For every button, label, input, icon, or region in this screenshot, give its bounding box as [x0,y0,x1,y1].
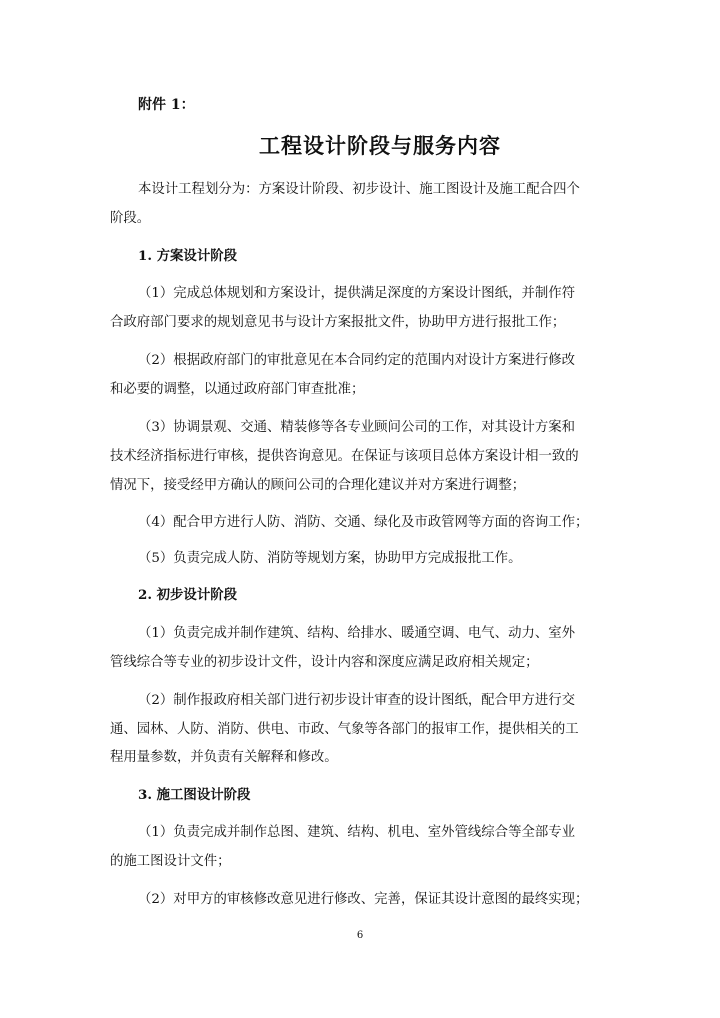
paragraph-line: （2）制作报政府相关部门进行初步设计审查的设计图纸，配合甲方进行交 [138,693,576,708]
paragraph-line: 通、园林、人防、消防、供电、市政、气象等各部门的报审工作，提供相关的工 [110,722,579,737]
paragraph-line: 的施工图设计文件； [110,854,231,869]
page-number: 6 [356,930,364,941]
paragraph-line: （4）配合甲方进行人防、消防、交通、绿化及市政管网等方面的咨询工作； [138,515,589,530]
section-heading: 3. 施工图设计阶段 [138,787,251,803]
paragraph-line: 合政府部门要求的规划意见书与设计方案报批文件，协助甲方进行报批工作； [110,315,566,330]
paragraph-line: 情况下，接受经甲方确认的顾问公司的合理化建议并对方案进行调整； [110,478,526,493]
paragraph-line: 技术经济指标进行审核，提供咨询意见。在保证与该项目总体方案设计相一致的 [110,449,579,464]
paragraph-line: （2）对甲方的审核修改意见进行修改、完善，保证其设计意图的最终实现； [138,892,589,907]
attachment-label: 附件 1： [138,97,195,113]
intro-line: 阶段。 [110,211,151,226]
paragraph-line: （2）根据政府部门的审批意见在本合同约定的范围内对设计方案进行修改 [138,353,576,368]
paragraph-line: （1）负责完成并制作建筑、结构、给排水、暖通空调、电气、动力、室外 [138,626,576,641]
page-title: 工程设计阶段与服务内容 [259,133,501,158]
intro-line: 本设计工程划分为：方案设计阶段、初步设计、施工图设计及施工配合四个 [138,182,580,197]
paragraph-line: 管线综合等专业的初步设计文件，设计内容和深度应满足政府相关规定； [110,655,539,670]
paragraph-line: （3）协调景观、交通、精装修等各专业顾问公司的工作，对其设计方案和 [138,420,576,435]
paragraph-line: 和必要的调整，以通过政府部门审查批准； [110,382,365,397]
paragraph-line: （5）负责完成人防、消防等规划方案，协助甲方完成报批工作。 [138,551,522,566]
section-heading: 1. 方案设计阶段 [138,248,237,264]
paragraph-line: （1）负责完成并制作总图、建筑、结构、机电、室外管线综合等全部专业 [138,825,576,840]
paragraph-line: （1）完成总体规划和方案设计，提供满足深度的方案设计图纸，并制作符 [138,286,576,301]
section-heading: 2. 初步设计阶段 [138,587,237,603]
paragraph-line: 程用量参数，并负责有关解释和修改。 [110,750,338,765]
